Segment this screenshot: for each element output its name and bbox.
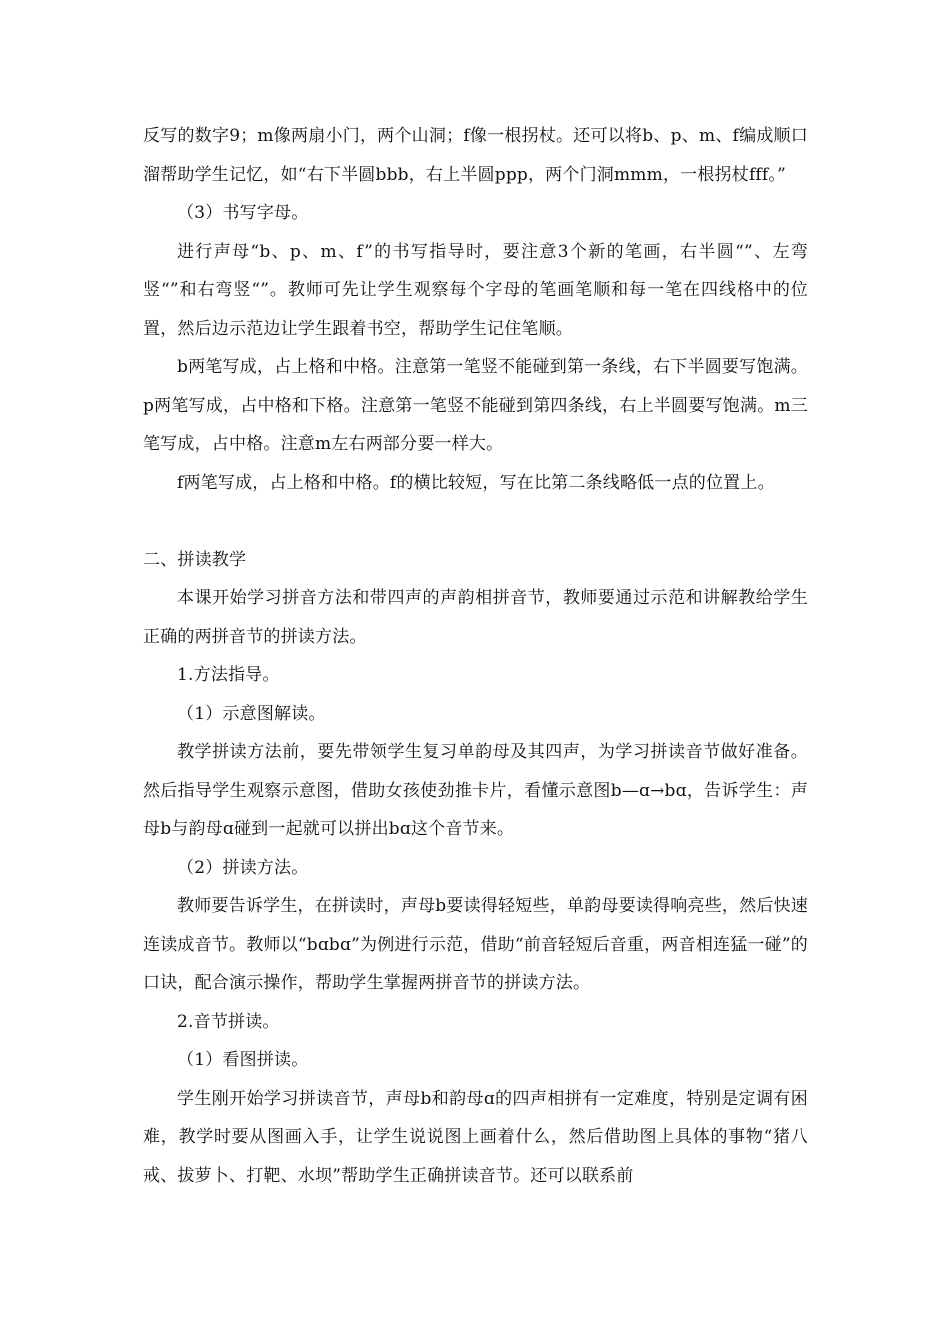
- subheading: （1）看图拼读。: [177, 1050, 309, 1070]
- paragraph: 学生刚开始学习拼读音节，声母b和韵母ɑ的四声相拼有一定难度，特别是定调有困难，教学时要从图画入手，让学生说说图上画着什么，然后借助图上具体的事物“猪八戒、拔萝卜、打靶、水坝”帮助学生正确拼读音节。还可以联系前: [143, 1088, 808, 1186]
- section-heading: 二、拼读教学: [143, 549, 247, 570]
- paragraph: 教学拼读方法前，要先带领学生复习单韵母及其四声，为学习拼读音节做好准备。然后指导学生观察示意图，借助女孩使劲推卡片，看懂示意图b—ɑ→bɑ，告诉学生：声母b与韵母ɑ碰到一起就可以拼出bɑ这个音节来。: [143, 742, 808, 839]
- subheading: 1.方法指导。: [177, 665, 280, 685]
- paragraph: 本课开始学习拼音方法和带四声的声韵相拼音节，教师要通过示范和讲解教给学生正确的两拼音节的拼读方法。: [143, 588, 808, 647]
- subheading: （2）拼读方法。: [177, 857, 309, 878]
- subheading: 2.音节拼读。: [177, 1011, 280, 1032]
- subheading: （1）示意图解读。: [177, 703, 326, 724]
- paragraph: b两笔写成，占上格和中格。注意第一笔竖不能碰到第一条线，右下半圆要写饱满。p两笔写成，占中格和下格。注意第一笔竖不能碰到第四条线，右上半圆要写饱满。m三笔写成，占中格。注意m左右两部分要一样大。: [143, 357, 808, 454]
- document-body: [143, 117, 808, 1195]
- paragraph: 教师要告诉学生，在拼读时，声母b要读得轻短些，单韵母要读得响亮些，然后快速连读成音节。教师以“bɑbɑ”为例进行示范，借助“前音轻短后音重，两音相连猛一碰”的口诀，配合演示操作，帮助学生掌握两拼音节的拼读方法。: [143, 896, 808, 993]
- subheading: （3）书写字母。: [177, 203, 309, 223]
- paragraph: f两笔写成，占上格和中格。f的横比较短，写在比第二条线略低一点的位置上。: [177, 472, 775, 493]
- paragraph: 反写的数字9；m像两扇小门，两个山洞；f像一根拐杖。还可以将b、p、m、f编成顺口溜帮助学生记忆，如“右下半圆bbb，右上半圆ppp，两个门洞mmm，一根拐杖fff。”: [143, 126, 808, 185]
- paragraph: 进行声母“b、p、m、f”的书写指导时，要注意3个新的笔画，右半圆“”、左弯竖“”和右弯竖“”。教师可先让学生观察每个字母的笔画笔顺和每一笔在四线格中的位置，然后边示范边让学生跟着书空，帮助学生记住笔顺。: [143, 241, 808, 339]
- paragraph-spacer: [143, 502, 808, 541]
